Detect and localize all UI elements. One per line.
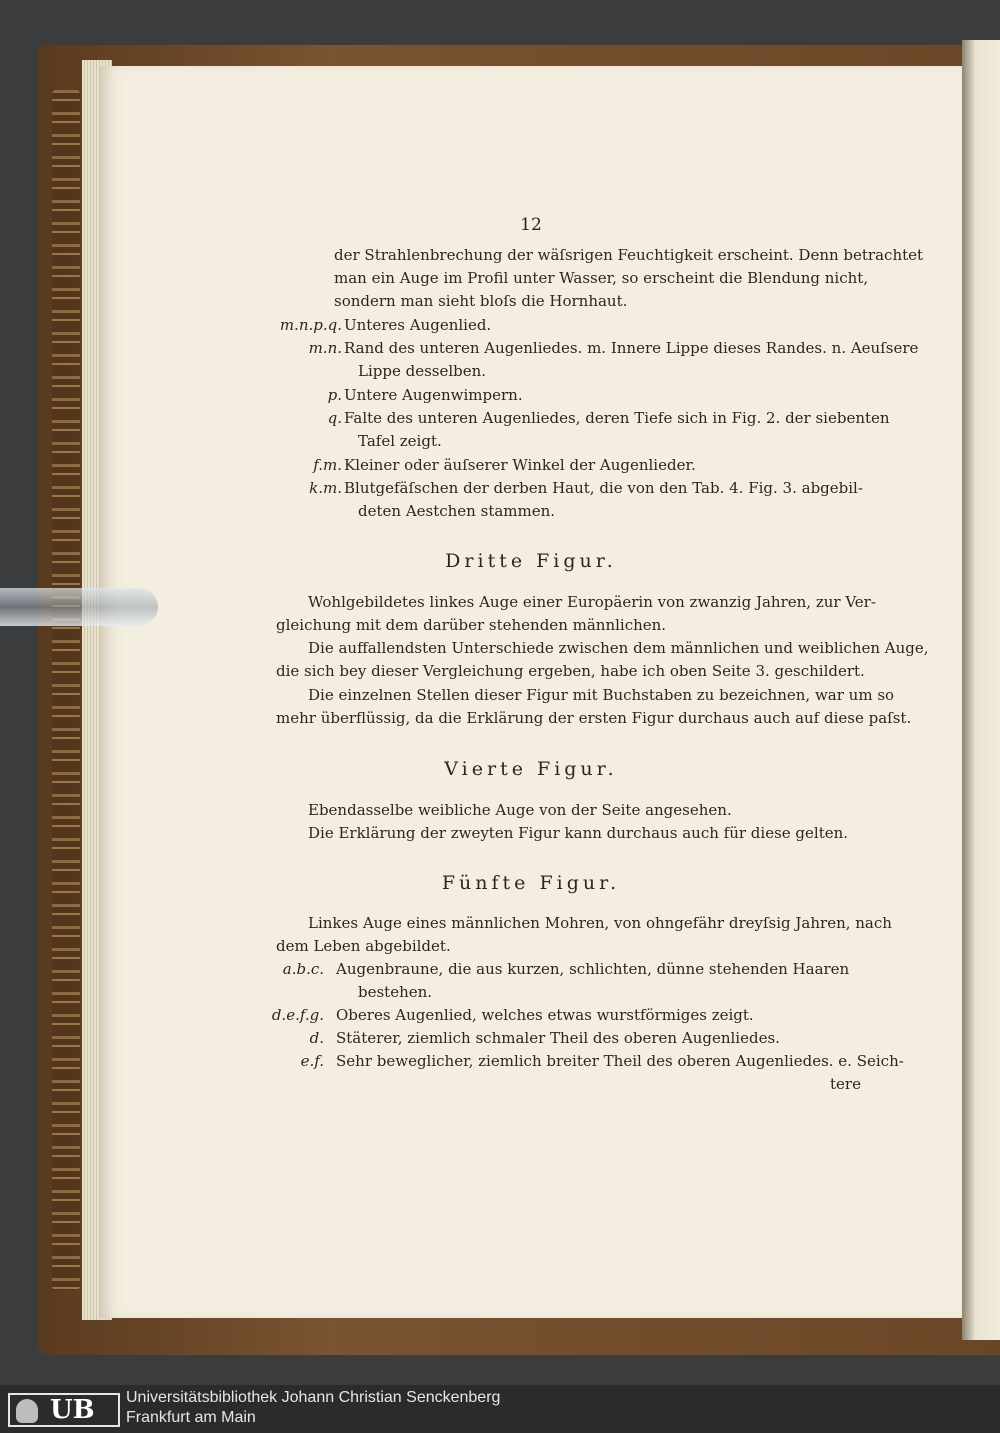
entry-text: Falte des unteren Augenliedes, deren Tiefe sich in Fig. 2. der siebenten	[344, 409, 890, 427]
portrait-icon	[16, 1399, 38, 1423]
catchword: tere	[830, 1075, 861, 1093]
ub-logo[interactable]	[8, 1393, 120, 1427]
paragraph-line: Die einzelnen Stellen dieser Figur mit Buchstaben zu bezeichnen, war um so	[308, 686, 895, 704]
entry-text: Unteres Augenlied.	[344, 316, 492, 334]
entry-text: deten Aestchen stammen.	[358, 502, 556, 520]
entry-text: Sehr beweglicher, ziemlich breiter Theil des oberen Augenliedes. e. Seich-	[336, 1052, 904, 1070]
entry-key: f.m.	[313, 456, 342, 474]
entry-text: Stäterer, ziemlich schmaler Theil des oberen Augenliedes.	[336, 1029, 780, 1047]
text-line: sondern man sieht bloſs die Hornhaut.	[334, 292, 628, 310]
paragraph-line: Die auffallendsten Unterschiede zwischen dem männlichen und weiblichen Auge,	[308, 639, 929, 657]
entry-key: e.f.	[300, 1052, 324, 1070]
section-heading: Fünfte Figur.	[441, 872, 621, 894]
entry-key: k.m.	[309, 479, 342, 497]
entry-key: a.b.c.	[282, 960, 324, 978]
institution-name: Universitätsbibliothek Johann Christian Senckenberg	[126, 1389, 501, 1406]
paragraph-line: gleichung mit dem darüber stehenden männlichen.	[276, 616, 667, 634]
entry-text: Tafel zeigt.	[358, 432, 442, 450]
paragraph-line: die sich bey dieser Vergleichung ergeben, habe ich oben Seite 3. geschildert.	[276, 662, 865, 680]
logo-text: UB	[50, 1395, 95, 1425]
paragraph-line: Wohlgebildetes linkes Auge einer Europäerin von zwanzig Jahren, zur Ver-	[308, 593, 876, 611]
entry-text: Rand des unteren Augenliedes. m. Innere Lippe dieses Randes. n. Aeuſsere	[344, 339, 919, 357]
paragraph-line: Die Erklärung der zweyten Figur kann durchaus auch für diese gelten.	[308, 824, 849, 842]
entry-text: bestehen.	[358, 983, 433, 1001]
spine-ornament	[52, 90, 80, 1290]
footer-bar	[0, 1385, 1000, 1433]
entry-key: p.	[327, 386, 342, 404]
section-heading: Vierte Figur.	[444, 758, 618, 780]
entry-text: Augenbraune, die aus kurzen, schlichten, dünne stehenden Haaren	[336, 960, 850, 978]
entry-key: m.n.p.q.	[279, 316, 342, 334]
entry-key: m.n.	[308, 339, 342, 357]
paragraph-line: Linkes Auge eines männlichen Mohren, von ohngefähr dreyſsig Jahren, nach	[308, 914, 892, 932]
paragraph-line: dem Leben abgebildet.	[276, 937, 451, 955]
entry-text: Lippe desselben.	[358, 362, 487, 380]
entry-key: d.	[309, 1029, 324, 1047]
institution-city: Frankfurt am Main	[126, 1409, 256, 1426]
page-number: 12	[520, 215, 542, 235]
page-text	[100, 66, 962, 1318]
text-line: man ein Auge im Profil unter Wasser, so erscheint die Blendung nicht,	[334, 269, 869, 287]
entry-text: Blutgefäſschen der derben Haut, die von den Tab. 4. Fig. 3. abgebil-	[344, 479, 863, 497]
paragraph-line: mehr überflüssig, da die Erklärung der ersten Figur durchaus auch auf diese paſst.	[276, 709, 912, 727]
entry-text: Oberes Augenlied, welches etwas wurstförmiges zeigt.	[336, 1006, 754, 1024]
entry-key: d.e.f.g.	[271, 1006, 324, 1024]
section-heading: Dritte Figur.	[445, 550, 617, 572]
entry-key: q.	[327, 409, 342, 427]
text-line: der Strahlenbrechung der wäſsrigen Feuchtigkeit erscheint. Denn betrachtet	[334, 246, 924, 264]
paragraph-line: Ebendasselbe weibliche Auge von der Seite angesehen.	[308, 801, 732, 819]
entry-text: Untere Augenwimpern.	[344, 386, 523, 404]
entry-text: Kleiner oder äuſserer Winkel der Augenlieder.	[344, 456, 696, 474]
facing-page-edge	[962, 40, 1000, 1340]
